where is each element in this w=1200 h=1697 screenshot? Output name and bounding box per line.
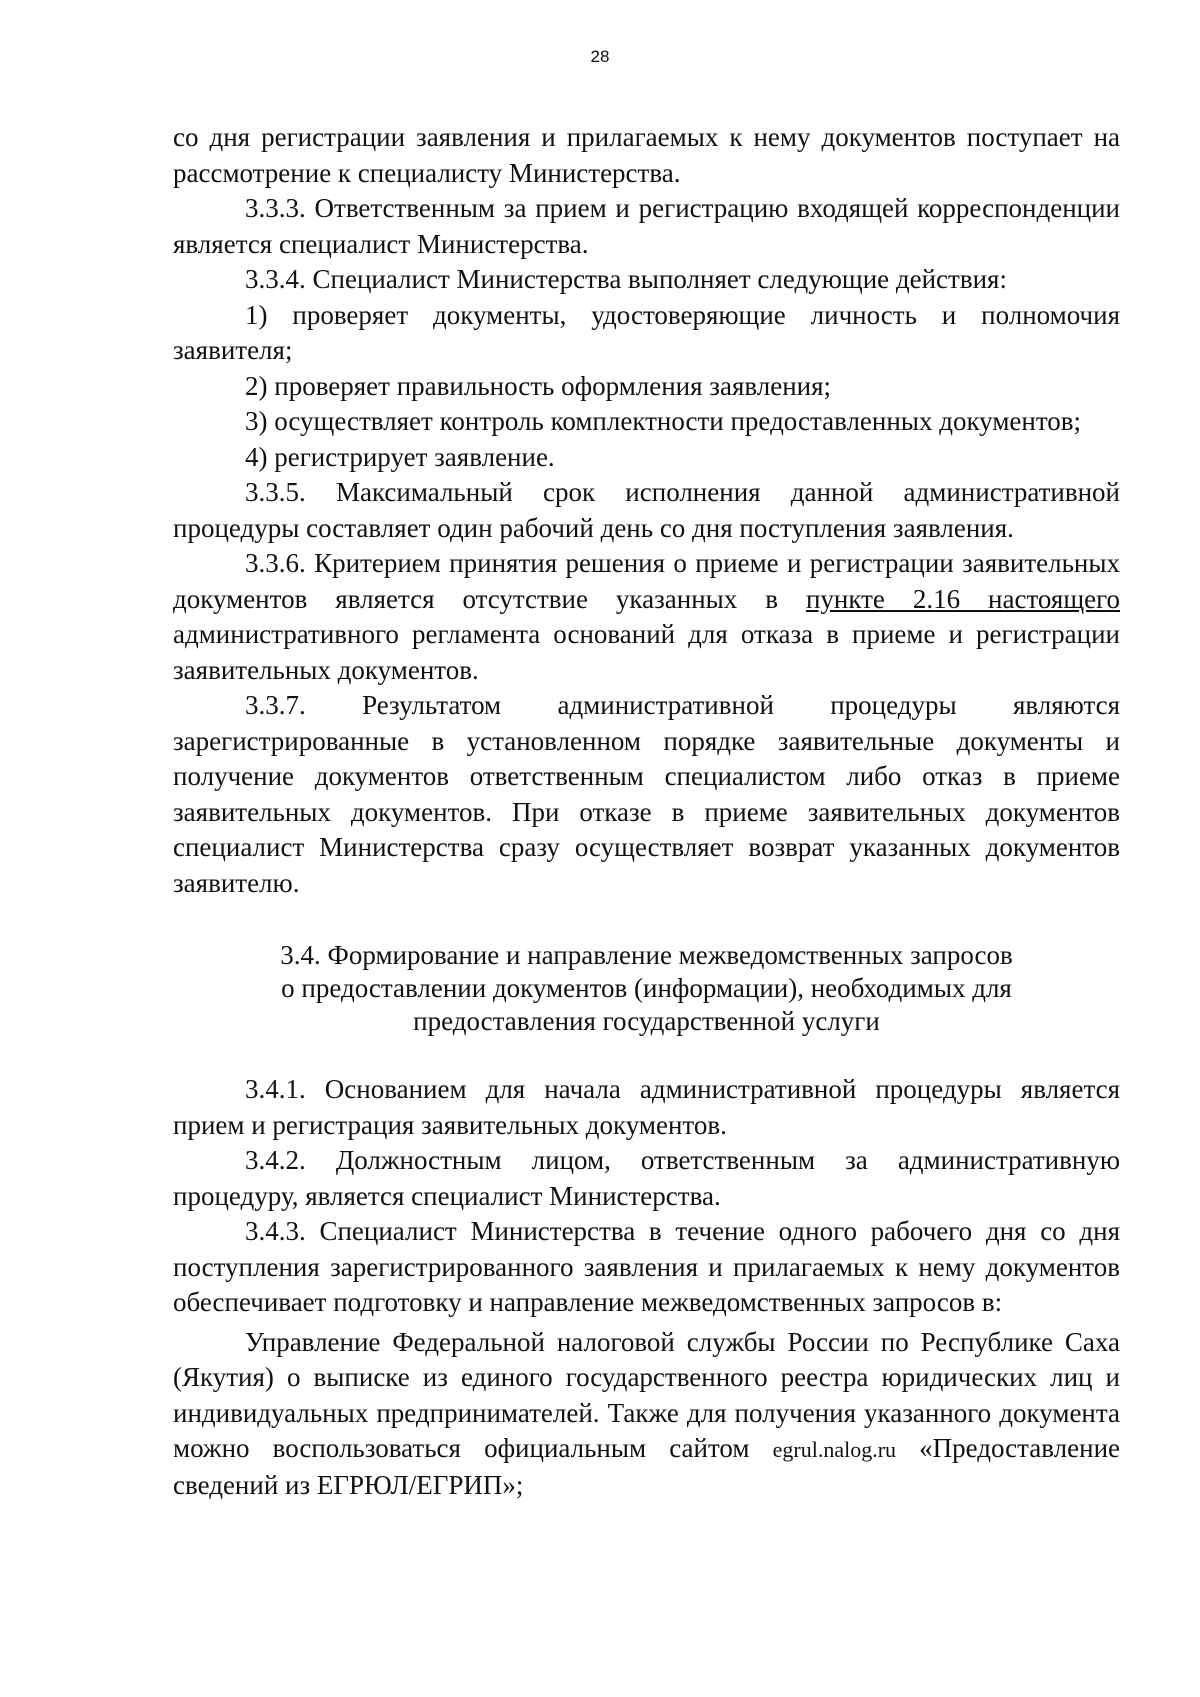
list-item-1: 1) проверяет документы, удостоверяющие личность и полномочия заявителя; (173, 299, 1120, 365)
egrul-service-name: «Предоставление сведений из ЕГРЮЛ/ЕГРИП»; (173, 1433, 1121, 1500)
heading-line-2: о предоставлении документов (информации), необходимых для (281, 973, 1012, 1003)
paragraph-3-3-5: 3.3.5. Максимальный срок исполнения данной административной процедуры составляет один рабочий день со дня поступления заявления. (173, 477, 1120, 543)
list-item-2: 2) проверяет правильность оформления заявления; (245, 370, 832, 401)
list-item-3: 3) осуществляет контроль комплектности предоставленных документов; (245, 406, 1082, 436)
document-body (173, 120, 1120, 1503)
fns-request-text: Управление Федеральной налоговой службы России по Республике Саха (Якутия) о выписке из единого государственного реестра юридических лиц и индивидуальных предпринимателей. Также для получения указанного документа можно воспользоваться официальным сайтом (173, 1326, 1120, 1463)
section-heading-3-4 (173, 939, 1120, 1038)
paragraph-3-3-6 (173, 546, 1120, 688)
paragraph-3-4-1: 3.4.1. Основанием для начала административной процедуры является прием и регистрация заявительных документов. (173, 1074, 1120, 1140)
page-number: 28 (590, 47, 610, 66)
paragraph-3-3-7: 3.3.7. Результатом административной процедуры являются зарегистрированные в установленном порядке заявительные документы и получение документов ответственным специалистом либо отказ в приеме заявительных документов. При отказе в приеме заявительных документов специалист Министерства сразу осуществляет возврат указанных документов заявителю. (173, 690, 1120, 898)
paragraph-3-3-4: 3.3.4. Специалист Министерства выполняет следующие действия: (245, 264, 1007, 294)
paragraph-3-3-3: 3.3.3. Ответственным за прием и регистрацию входящей корреспонденции является специалист Министерства. (173, 193, 1120, 259)
clause-2-16-link[interactable]: пункте 2.16 настоящего (805, 583, 1120, 614)
paragraph-3-4-2: 3.4.2. Должностным лицом, ответственным за административную процедуру, является специалист Министерства. (173, 1145, 1120, 1211)
paragraph-fns-request (173, 1325, 1120, 1504)
heading-line-1: 3.4. Формирование и направление межведомственных запросов (280, 940, 1013, 970)
paragraph-continuation: со дня регистрации заявления и прилагаемых к нему документов поступает на рассмотрение к специалисту Министерства. (173, 122, 1120, 188)
egrul-site-link[interactable]: egrul.nalog.ru (772, 1437, 897, 1462)
list-item-4: 4) регистрирует заявление. (245, 441, 555, 472)
heading-line-3: предоставления государственной услуги (413, 1006, 880, 1036)
paragraph-3-3-6-start: 3.3.6. Критерием принятия решения о приеме и регистрации заявительных документов является отсутствие указанных в (173, 548, 1120, 614)
paragraph-3-4-3: 3.4.3. Специалист Министерства в течение одного рабочего дня со дня поступления зарегистрированного заявления и прилагаемых к нему документов обеспечивает подготовку и направление межведомственных запросов в: (173, 1216, 1120, 1317)
paragraph-3-3-6-end: административного регламента оснований для отказа в приеме и регистрации заявительных документов. (173, 619, 1120, 685)
